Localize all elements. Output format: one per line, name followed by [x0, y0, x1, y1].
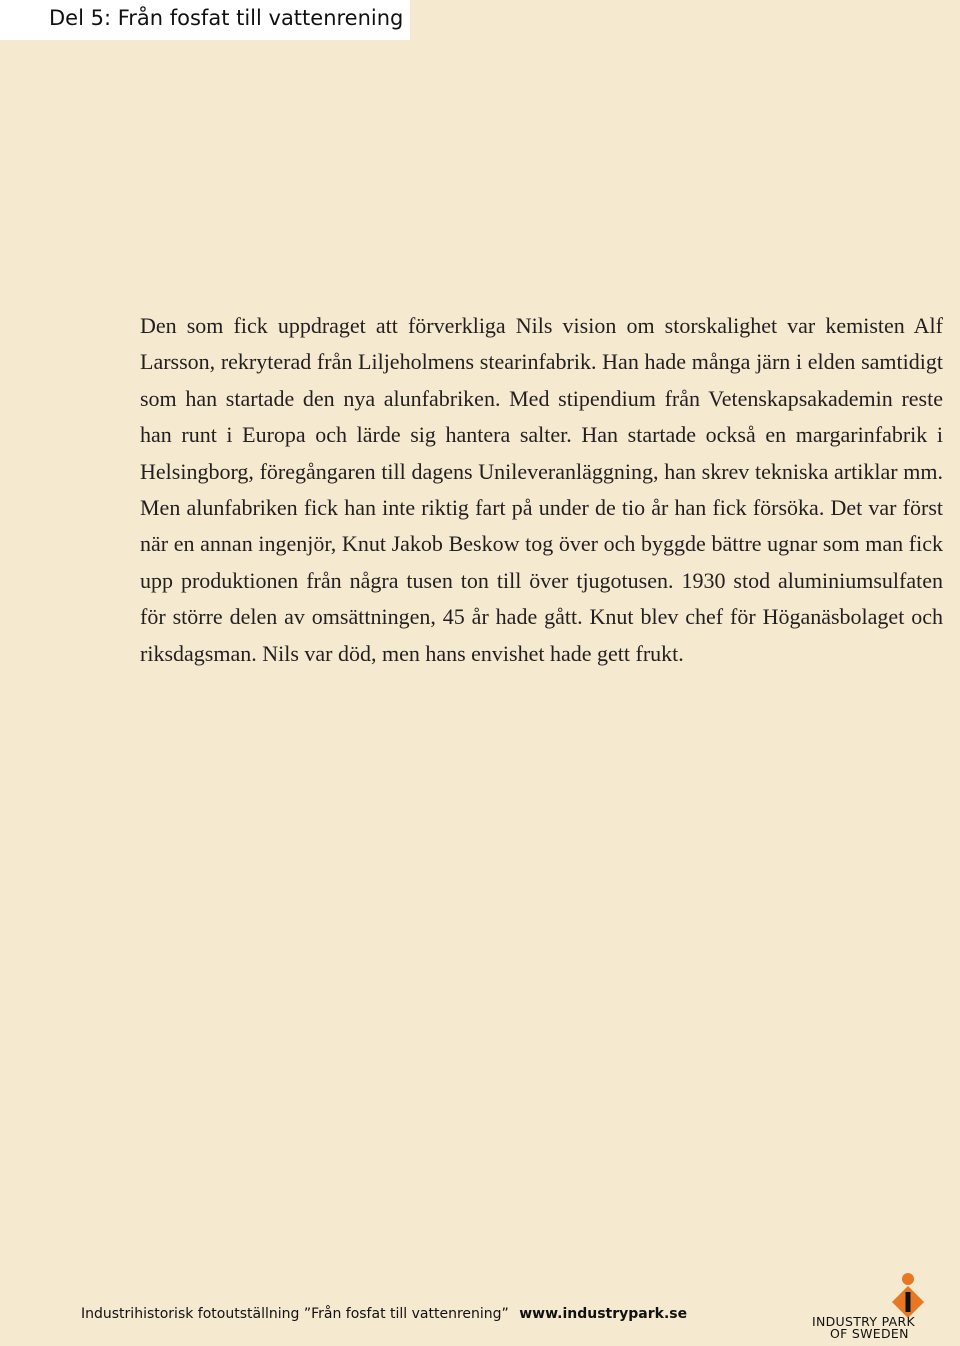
article-paragraph: Den som fick uppdraget att förverkliga Nils vision om storskalighet var kemisten Alf Larsson, rekryterad från Liljeholmens stearinfabrik. Han hade många järn i elden samtidigt som han startade den nya alunfabriken. Med stipendium från Vetenskapsakademin reste han runt i Europa och lärde sig hantera salter. Han startade också en margarinfabrik i Helsingborg, föregångaren till dagens Unileveranläggning, han skrev tekniska artiklar mm. Men alunfabriken fick han inte riktig fart på under de tio år han fick försöka. Det var först när en annan ingenjör, Knut Jakob Beskow tog över och byggde bättre ugnar som man fick upp produktionen från några tusen ton till över tjugotusen. 1930 stod aluminiumsulfaten för större delen av omsättningen, 45 år hade gått. Knut blev chef för Höganäsbolaget och riksdagsman. Nils var död, men hans envishet hade gett frukt.	[140, 313, 943, 666]
footer-exhibition-text: Industrihistorisk fotoutställning ”Från fosfat till vattenrening”	[81, 1306, 509, 1322]
logo-wordmark	[812, 1316, 958, 1340]
footer-website-link[interactable]: www.industrypark.se	[519, 1306, 688, 1322]
industry-park-logo	[812, 1272, 958, 1344]
logo-line-2: OF SWEDEN	[830, 1326, 909, 1341]
logo-line-1: INDUSTRY PARK	[812, 1314, 915, 1329]
page-title: Del 5: Från fosfat till vattenrening	[0, 0, 410, 40]
footer	[81, 1306, 687, 1322]
info-i-icon	[890, 1272, 926, 1318]
